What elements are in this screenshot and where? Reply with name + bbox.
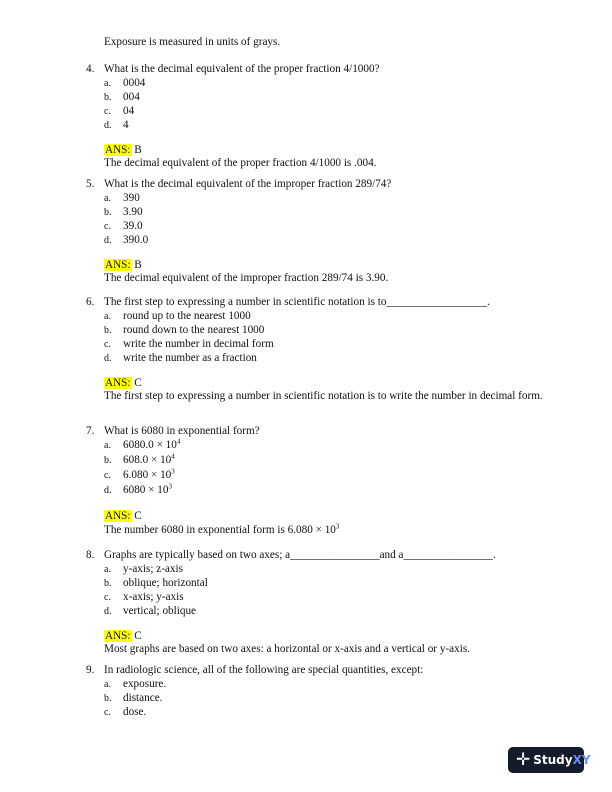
option-d — [86, 484, 556, 499]
explanation-exponent: 3 — [335, 522, 340, 531]
option-letter: c. — [104, 706, 111, 718]
question-number: 7. — [86, 425, 95, 437]
answer-blank-2: ________________ — [403, 549, 494, 561]
answer-label: ANS: — [105, 143, 131, 156]
option-d — [86, 352, 556, 366]
option-text: 608.0 × 10 — [123, 453, 172, 466]
option-text: 3.90 — [123, 205, 143, 218]
question-5 — [86, 178, 556, 286]
question-9 — [86, 664, 556, 720]
question-number: 6. — [86, 296, 95, 308]
answer-value: C — [134, 509, 142, 522]
question-stem — [86, 296, 556, 310]
question-stem — [86, 549, 556, 563]
option-d — [86, 234, 556, 248]
question-text: What is the decimal equivalent of the proper fraction 4/1000? — [104, 63, 380, 75]
option-c — [86, 706, 556, 720]
option-c — [86, 591, 556, 605]
option-text: write the number in decimal form — [123, 337, 274, 350]
question-stem — [86, 425, 556, 439]
option-list — [86, 310, 556, 366]
option-text: round up to the nearest 1000 — [123, 309, 251, 322]
option-text: write the number as a fraction — [123, 351, 257, 364]
answer-explanation — [104, 524, 556, 538]
option-a — [86, 77, 556, 91]
answer-label: ANS: — [105, 629, 131, 642]
intro-text: Exposure is measured in units of grays. — [104, 36, 281, 48]
option-text: distance. — [123, 691, 163, 704]
option-text: 6.080 × 10 — [123, 468, 172, 481]
option-b — [86, 454, 556, 469]
option-text: 390.0 — [123, 233, 149, 246]
option-letter: c. — [104, 105, 111, 117]
option-letter: b. — [104, 324, 112, 336]
option-a — [86, 563, 556, 577]
option-letter: b. — [104, 206, 112, 218]
answer-explanation: The first step to expressing a number in scientific notation is to write the number in decimal form. — [104, 390, 543, 403]
question-text: What is the decimal equivalent of the improper fraction 289/74? — [104, 178, 392, 190]
answer-explanation: Most graphs are based on two axes: a horizontal or x-axis and a vertical or y-axis. — [104, 643, 470, 656]
answer-value: C — [134, 629, 142, 642]
question-6 — [86, 296, 556, 404]
option-list — [86, 563, 556, 619]
option-text: 39.0 — [123, 219, 143, 232]
question-text-end: . — [493, 549, 496, 561]
option-text: 004 — [123, 90, 140, 103]
option-c — [86, 105, 556, 119]
answer-blank-1: ________________ — [290, 549, 380, 561]
option-list — [86, 439, 556, 499]
option-text: 6080.0 × 10 — [123, 438, 177, 451]
option-letter: a. — [104, 77, 111, 89]
answer-value: B — [134, 258, 142, 271]
question-text: The first step to expressing a number in scientific notation is to__________________. — [104, 296, 490, 308]
option-letter: d. — [104, 484, 112, 496]
option-a — [86, 439, 556, 454]
answer-block — [86, 630, 556, 658]
answer-label: ANS: — [105, 376, 131, 389]
answer-block — [86, 510, 556, 538]
option-list — [86, 77, 556, 133]
option-letter: b. — [104, 577, 112, 589]
question-number: 8. — [86, 549, 95, 561]
question-text-part1: Graphs are typically based on two axes; a — [104, 549, 291, 561]
option-letter: a. — [104, 192, 111, 204]
answer-label: ANS: — [105, 509, 131, 522]
option-c — [86, 469, 556, 484]
option-letter: c. — [104, 338, 111, 350]
option-letter: d. — [104, 234, 112, 246]
option-text: 4 — [123, 118, 129, 131]
option-exponent: 3 — [171, 467, 175, 476]
answer-value: C — [134, 376, 142, 389]
option-text: 390 — [123, 191, 140, 204]
option-exponent: 3 — [168, 482, 172, 491]
option-b — [86, 577, 556, 591]
logo-text-accent: XY — [572, 753, 591, 767]
option-c — [86, 220, 556, 234]
option-letter: d. — [104, 352, 112, 364]
logo-text-main: Study — [533, 753, 573, 767]
option-b — [86, 692, 556, 706]
option-text: y-axis; z-axis — [123, 562, 183, 575]
option-letter: c. — [104, 220, 111, 232]
plus-cross-icon: ✛ — [516, 750, 531, 770]
option-text: round down to the nearest 1000 — [123, 323, 265, 336]
question-7 — [86, 425, 556, 538]
answer-label: ANS: — [105, 258, 131, 271]
question-stem — [86, 664, 556, 678]
option-letter: a. — [104, 310, 111, 322]
question-text: What is 6080 in exponential form? — [104, 425, 260, 437]
option-letter: d. — [104, 605, 112, 617]
option-exponent: 4 — [176, 437, 181, 446]
answer-line — [104, 510, 556, 524]
answer-value: B — [134, 143, 142, 156]
question-number: 9. — [86, 664, 95, 676]
question-text-part2: and a — [379, 549, 404, 561]
option-letter: d. — [104, 119, 112, 131]
answer-line — [104, 144, 556, 158]
question-stem — [86, 63, 556, 77]
question-8 — [86, 549, 556, 657]
option-letter: a. — [104, 563, 111, 575]
option-text: 04 — [123, 104, 135, 117]
option-b — [86, 206, 556, 220]
option-a — [86, 678, 556, 692]
answer-explanation: The decimal equivalent of the improper fraction 289/74 is 3.90. — [104, 272, 389, 285]
answer-line — [104, 377, 556, 391]
option-a — [86, 310, 556, 324]
option-b — [86, 91, 556, 105]
question-4 — [86, 63, 556, 171]
option-c — [86, 338, 556, 352]
explanation-text: The number 6080 in exponential form is 6.080 × 10 — [104, 523, 336, 536]
option-d — [86, 119, 556, 133]
option-text: 0004 — [123, 76, 146, 89]
answer-line — [104, 259, 556, 273]
option-letter: b. — [104, 91, 112, 103]
option-b — [86, 324, 556, 338]
question-number: 4. — [86, 63, 95, 75]
option-letter: c. — [104, 469, 111, 481]
option-letter: a. — [104, 439, 111, 451]
option-letter: a. — [104, 678, 111, 690]
option-text: x-axis; y-axis — [123, 590, 184, 603]
option-a — [86, 192, 556, 206]
question-stem — [86, 178, 556, 192]
option-letter: b. — [104, 454, 112, 466]
option-letter: c. — [104, 591, 111, 603]
answer-block — [86, 259, 556, 287]
option-text: 6080 × 10 — [123, 483, 169, 496]
studyxy-logo[interactable] — [508, 747, 591, 773]
answer-line — [104, 630, 556, 644]
option-text: exposure. — [123, 677, 167, 690]
answer-block — [86, 144, 556, 172]
option-text: oblique; horizontal — [123, 576, 208, 589]
option-list — [86, 192, 556, 248]
option-text: vertical; oblique — [123, 604, 197, 617]
option-text: dose. — [123, 705, 147, 718]
question-text: In radiologic science, all of the following are special quantities, except: — [104, 664, 424, 676]
option-d — [86, 605, 556, 619]
option-list — [86, 678, 556, 720]
answer-explanation: The decimal equivalent of the proper fraction 4/1000 is .004. — [104, 157, 377, 170]
question-number: 5. — [86, 178, 95, 190]
option-exponent: 4 — [171, 452, 175, 461]
answer-block — [86, 377, 556, 405]
option-letter: b. — [104, 692, 112, 704]
